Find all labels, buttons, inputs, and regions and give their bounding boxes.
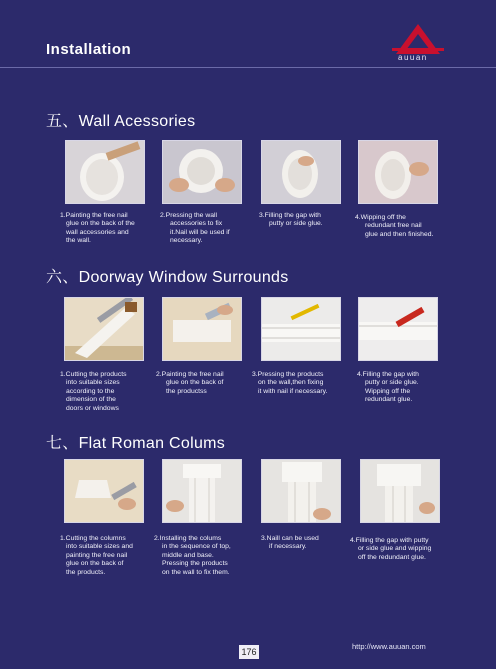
caption-doorway-step-1: 1.Cutting the products into suitable sizes according to the dimension of the doors or windows — [60, 371, 127, 412]
caption-column-step-4: 4.Filling the gap with putty or side glue and wipping off the redundant glue. — [350, 537, 432, 561]
photo-assemble-column — [162, 459, 242, 523]
photo-nail-column — [261, 459, 341, 523]
caption-wall-step-3: 3.Filling the gap with putty or side glue. — [259, 212, 323, 228]
website-url[interactable]: http://www.auuan.com — [352, 642, 426, 651]
page-number: 176 — [239, 645, 259, 659]
photo-glue-on-moulding — [162, 297, 242, 361]
header-divider — [0, 67, 496, 68]
section-title-doorway-window: 六、Doorway Window Surrounds — [46, 269, 289, 286]
caption-doorway-step-4: 4.Filling the gap with putty or side glue. Wipping off the redundant glue. — [357, 371, 419, 404]
section-title-wall-accessories: 五、Wall Acessories — [46, 113, 196, 130]
caption-column-step-3: 3.Naill can be used if necessary. — [261, 535, 319, 551]
photo-press-with-nail — [261, 297, 341, 361]
photo-wipe-off — [358, 140, 438, 204]
caption-wall-step-1: 1.Painting the free nail glue on the back of the wall accessories and the wall. — [60, 212, 135, 245]
page-title: Installation — [46, 41, 132, 58]
photo-fill-gap-moulding — [358, 297, 438, 361]
photo-press-to-wall — [162, 140, 242, 204]
brand-name: auuan — [398, 53, 428, 62]
photo-cut-column — [64, 459, 144, 523]
section-title-roman-columns: 七、Flat Roman Colums — [46, 435, 226, 452]
caption-wall-step-4: 4.Wipping off the redundant free nail glue and then finished. — [355, 214, 434, 238]
caption-column-step-2: 2.Installing the colums in the sequence of top, middle and base. Pressing the products on the wall to fix them. — [154, 535, 231, 576]
photo-glue-on-ornament — [65, 140, 145, 204]
caption-wall-step-2: 2.Pressing the wall accessories to fix it.Nail will be used if necessary. — [160, 212, 230, 245]
photo-saw-cutting — [64, 297, 144, 361]
photo-finished-column — [360, 459, 440, 523]
caption-doorway-step-3: 3.Pressing the products on the wall,then fixing it with nail if necessary. — [252, 371, 328, 395]
photo-fill-gap — [261, 140, 341, 204]
caption-doorway-step-2: 2.Painting the free nail glue on the back of the productss — [156, 371, 224, 395]
caption-column-step-1: 1.Cutting the columns into suitable sizes and painting the free nail glue on the back of the products. — [60, 535, 133, 576]
